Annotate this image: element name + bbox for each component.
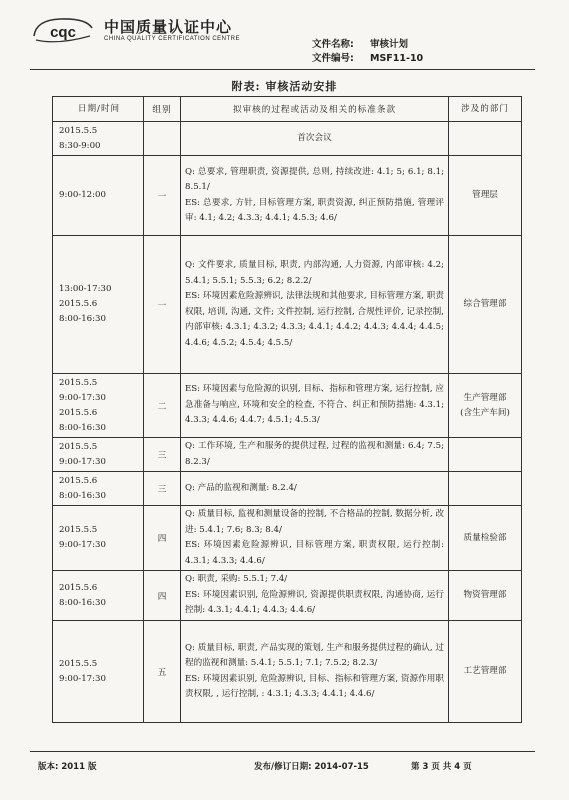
org-name-en: CHINA QUALITY CERTIFICATION CENTRE <box>104 36 241 42</box>
table-row <box>53 122 522 156</box>
header-divider <box>30 69 535 70</box>
table-row <box>53 156 522 236</box>
cqc-logo <box>30 14 240 54</box>
cell-process: Q: 产品的监视和测量: 8.2.4/ <box>181 472 449 506</box>
cell-dept: 生产管理部 (含生产车间) <box>449 374 522 438</box>
cell-group: 四 <box>144 506 181 571</box>
cell-dept <box>449 472 522 506</box>
logo-text: cqc <box>50 24 76 41</box>
org-name-cn: 中国质量认证中心 <box>104 18 233 36</box>
cell-group: 五 <box>144 621 181 723</box>
cell-dept: 质量检验部 <box>449 506 522 571</box>
cell-dept: 管理层 <box>449 156 522 236</box>
table-header-row <box>53 97 522 122</box>
table-row <box>53 374 522 438</box>
cell-dept <box>449 122 522 156</box>
cell-process: ES: 环境因素与危险源的识别, 目标、指标和管理方案, 运行控制, 应急准备与响应, 环境和安全的检查, 不符合、纠正和预防措施: 4.3.1; 4.3.3; 4.4.6; 4.4.7; 4.5.1; 4.5.3/ <box>181 374 449 438</box>
cell-date: 2015.5.6 8:00-16:30 <box>53 472 144 506</box>
doc-no-label: 文件编号: <box>312 53 354 64</box>
footer-divider <box>30 751 535 752</box>
footer-version: 版本: 2011 版 <box>38 762 97 772</box>
header-dept: 涉及的部门 <box>449 97 522 122</box>
doc-name-label: 文件名称: <box>312 39 354 50</box>
cell-date: 2015.5.5 8:30-9:00 <box>53 122 144 156</box>
header-group: 组别 <box>144 97 181 122</box>
cell-group: 四 <box>144 571 181 621</box>
cell-date: 2015.5.5 9:00-17:30 <box>53 506 144 571</box>
cell-group: 一 <box>144 236 181 374</box>
table-row <box>53 236 522 374</box>
table-row <box>53 506 522 571</box>
cell-process: Q: 文件要求, 质量目标, 职责, 内部沟通, 人力资源, 内部审核: 4.2; 5.4.1; 5.5.1; 5.5.3; 6.2; 8.2.2/ ES: 环境因素危险源辨识, 法律法规和其他要求, 目标管理方案, 职责权限, 培训, 沟通, 文件; 文件控制, 运行控制, 合规性评价, 记录控制, 内部审核: 4.3.1; 4.3.2; 4.3.3; 4.4.1; 4.4.2; 4.4.3; 4.4.4; 4.4.5; 4.4.6; 4.5.2; 4.5.4; 4.5.5/ <box>181 236 449 374</box>
audit-schedule-table <box>52 96 522 723</box>
table-row <box>53 472 522 506</box>
cell-process: Q: 工作环境, 生产和服务的提供过程, 过程的监视和测量: 6.4; 7.5; 8.2.3/ <box>181 438 449 472</box>
table-row <box>53 571 522 621</box>
cell-dept: 物资管理部 <box>449 571 522 621</box>
cell-dept: 综合管理部 <box>449 236 522 374</box>
cell-dept <box>449 438 522 472</box>
cell-process: Q: 质量目标, 监视和测量设备的控制, 不合格品的控制, 数据分析, 改进: 5.4.1; 7.6; 8.3; 8.4/ ES: 环境因素危险源辨识, 目标管理方案, 职责权限, 运行控制: 4.3.1; 4.3.3; 4.4.6/ <box>181 506 449 571</box>
document-info <box>312 38 423 66</box>
cell-date: 2015.5.5 9:00-17:30 2015.5.6 8:00-16:30 <box>53 374 144 438</box>
cell-dept: 工艺管理部 <box>449 621 522 723</box>
footer-release-date: 发布/修订日期: 2014-07-15 <box>254 762 369 772</box>
footer-page-number: 第 3 页 共 4 页 <box>411 762 472 772</box>
cell-group: 一 <box>144 156 181 236</box>
doc-name: 审核计划 <box>370 39 409 50</box>
doc-no: MSF11-10 <box>370 53 424 64</box>
page-title: 附表: 审核活动安排 <box>231 80 338 93</box>
cell-date: 9:00-12:00 <box>53 156 144 236</box>
cell-date: 2015.5.5 9:00-17:30 <box>53 438 144 472</box>
cell-group: 三 <box>144 438 181 472</box>
cell-date: 2015.5.5 9:00-17:30 <box>53 621 144 723</box>
cell-date: 2015.5.6 8:00-16:30 <box>53 571 144 621</box>
header-process: 拟审核的过程或活动及相关的标准条款 <box>181 97 449 122</box>
cell-date: 13:00-17:30 2015.5.6 8:00-16:30 <box>53 236 144 374</box>
cell-process: Q: 质量目标, 职责, 产品实现的策划, 生产和服务提供过程的确认, 过程的监视和测量: 5.4.1; 5.5.1; 7.1; 7.5.2; 8.2.3/ ES: 环境因素识别, 危险源辨识, 目标、指标和管理方案, 资源作用职责权限, , 运行控制, : 4.3.1; 4.3.3; 4.4.1; 4.4.6/ <box>181 621 449 723</box>
header-date: 日期/时间 <box>53 97 144 122</box>
table-row <box>53 438 522 472</box>
cell-process: Q: 总要求, 管理职责, 资源提供, 总则, 持续改进: 4.1; 5; 6.1; 8.1; 8.5.1/ ES: 总要求, 方针, 目标管理方案, 职责资源, 纠正预防措施, 管理评审: 4.1; 4.2; 4.3.3; 4.4.1; 4.5.3; 4.6/ <box>181 156 449 236</box>
cell-process: Q: 职责, 采购: 5.5.1; 7.4/ ES: 环境因素识别, 危险源辨识, 资源提供职责权限, 沟通协商, 运行控制: 4.3.1; 4.4.1; 4.4.3; 4.4.6/ <box>181 571 449 621</box>
cell-group: 三 <box>144 472 181 506</box>
cell-process: 首次会议 <box>181 122 449 156</box>
cell-group <box>144 122 181 156</box>
table-row <box>53 621 522 723</box>
cell-group: 二 <box>144 374 181 438</box>
cqc-logo-mark <box>30 14 96 48</box>
